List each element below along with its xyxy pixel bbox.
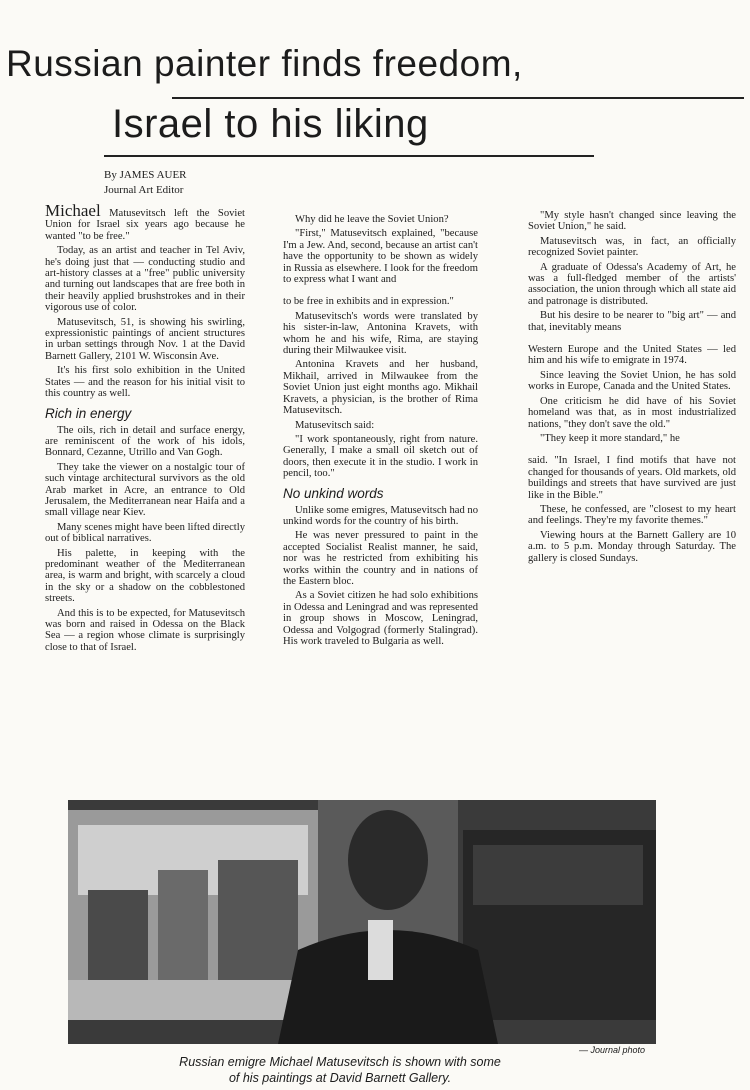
paragraph: And this is to be expected, for Matusevitsch was born and raised in Odessa on the Black Sea — a region whose climate is surprisingly close to that of Israel. <box>45 607 245 653</box>
byline-title: Journal Art Editor <box>104 184 184 196</box>
paragraph: "I work spontaneously, right from nature. Generally, I make a small oil sketch out of doors, then execute it in the studio. I work in pencil, too." <box>283 433 478 480</box>
byline-author: By JAMES AUER <box>104 169 187 181</box>
paragraph-text: Matusevitsch left the Soviet Union for Israel six years ago because he wanted "to be free." <box>45 208 245 242</box>
paragraph: to be free in exhibits and in expression." <box>283 296 454 308</box>
headline-line-1: Russian painter finds freedom, <box>6 43 523 84</box>
headline-rule-2 <box>104 155 594 157</box>
paragraph: Matusevitsch's words were translated by his sister-in-law, Antonina Kravets, with whom he and his wife, Rima, are staying during their Milwaukee visit. <box>283 310 478 357</box>
paragraph: One criticism he did have of his Soviet homeland was that, as in most industrialized nations, "they don't save the old." <box>528 395 736 430</box>
photo-caption <box>100 1054 580 1086</box>
photo-illustration <box>68 800 656 1044</box>
paragraph: "My style hasn't changed since leaving the Soviet Union," he said. <box>528 210 736 233</box>
headline-line-2: Israel to his liking <box>112 102 429 146</box>
paragraph: They take the viewer on a nostalgic tour of such vintage architectural survivors as the old Arab market in Acre, an entrance to Old Jerusalem, the Mediterranean near Haifa and a small village near Kiev. <box>45 461 245 519</box>
paragraph: Matusevitsch said: <box>295 419 375 431</box>
paragraph <box>45 201 245 242</box>
caption-line-1: Russian emigre Michael Matusevitsch is shown with some <box>179 1055 501 1069</box>
paragraph: Why did he leave the Soviet Union? <box>295 214 449 225</box>
paragraph: It's his first solo exhibition in the United States — and the reason for his initial visit to this country as well. <box>45 365 245 400</box>
paragraph: Unlike some emigres, Matusevitsch had no unkind words for the country of his birth. <box>283 504 479 527</box>
photo-credit: — Journal photo <box>579 1045 646 1055</box>
article-photo <box>68 800 656 1044</box>
caption-line-2: of his paintings at David Barnett Gallery. <box>228 1071 452 1085</box>
paragraph: said. "In Israel, I find motifs that have not changed for thousands of years. Old markets, old buildings and streets that have survived are just like in the Bible." <box>528 455 736 501</box>
paragraph: "They keep it more standard," he <box>540 432 680 444</box>
paragraph: Western Europe and the United States — led him and his wife to emigrate in 1974. <box>528 344 736 367</box>
paragraph: A graduate of Odessa's Academy of Art, he was a full-fledged member of the artists' association, the union through which all state aid and patronage is distributed. <box>528 261 736 307</box>
paragraph: But his desire to be nearer to "big art" — and that, inevitably means <box>528 310 736 333</box>
subhead-no-unkind-words: No unkind words <box>283 485 384 501</box>
paragraph: The oils, rich in detail and surface energy, are reminiscent of the work of his idols, Bonnard, Cezanne, Utrillo and Van Gogh. <box>45 424 245 459</box>
headline-rule-1 <box>172 97 744 99</box>
subhead-rich-in-energy: Rich in energy <box>45 405 132 421</box>
article-column-2 <box>283 214 478 650</box>
paragraph: He was never pressured to paint in the accepted Socialist Realist manner, he said, nor was he restricted from exhibiting his works within the country and in nations of the Eastern bloc. <box>283 530 478 587</box>
article-column-1 <box>45 201 245 656</box>
paragraph: Matusevitsch was, in fact, an officially recognized Soviet painter. <box>528 235 736 259</box>
paragraph: These, he confessed, are "closest to my heart and feelings. They're my favorite themes." <box>528 503 736 527</box>
paragraph: "First," Matusevitsch explained, "because I'm a Jew. And, second, because an artist can't have the opportunity to be shown as widely in Russia as elsewhere. I look for the freedom to express what I want and <box>283 228 478 286</box>
paragraph: Viewing hours at the Barnett Gallery are 10 a.m. to 5 p.m. Monday through Saturday. The gallery is closed Sundays. <box>528 529 736 564</box>
paragraph: Many scenes might have been lifted directly out of biblical narratives. <box>45 521 245 545</box>
paragraph: Today, as an artist and teacher in Tel Aviv, he's doing just that — conducting studio and art-history classes at a "free" public university and turning out landscapes that are free both in their heavily applied brushstrokes and in their vigorous use of color. <box>45 245 245 314</box>
paragraph: Antonina Kravets and her husband, Mikhail, arrived in Milwaukee from the Soviet Union just eight months ago. Mikhail Kravets, a physician, is the brother of Rima Matusevitsch. <box>283 359 478 417</box>
byline <box>104 168 187 198</box>
paragraph: As a Soviet citizen he had solo exhibitions in Odessa and Leningrad and was represented in group shows in Moscow, Leningrad, Odessa and Volgograd (formerly Stalingrad). His work traveled to Bulgaria as well. <box>283 590 478 647</box>
paragraph: Matusevitsch, 51, is showing his swirling, expressionistic paintings of ancient structures in urban settings through Nov. 1 at the David Barnett Gallery, 2101 W. Wisconsin Ave. <box>45 316 245 362</box>
paragraph: Since leaving the Soviet Union, he has sold works in Europe, Canada and the United States. <box>528 369 736 393</box>
dropcap-word: Michael <box>45 201 101 220</box>
article-column-3 <box>528 210 736 567</box>
paragraph: His palette, in keeping with the predominant weather of the Mediterranean area, is warm and bright, with scarcely a cloud in the sky or a shadow on the cobblestoned streets. <box>45 547 245 605</box>
